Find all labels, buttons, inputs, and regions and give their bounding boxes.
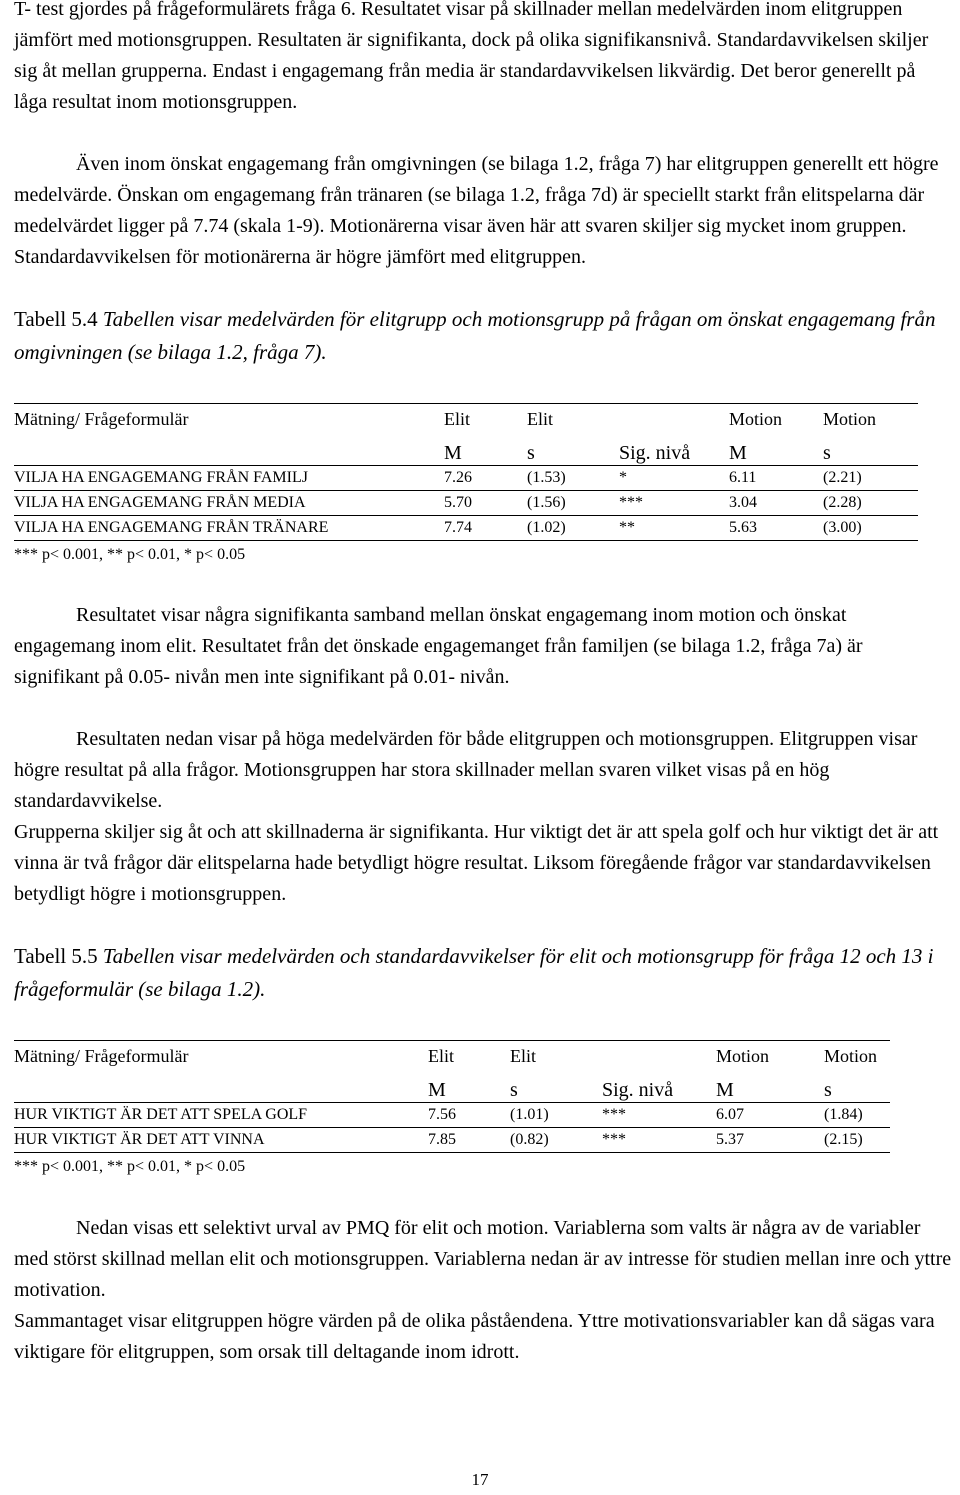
- header-cell: Elit: [428, 1041, 510, 1071]
- paragraph-hoga-medelvarden: [14, 724, 954, 910]
- header-cell: [602, 1041, 716, 1071]
- cell-motion-m: 6.07: [716, 1103, 824, 1128]
- table-header-row: [14, 404, 918, 434]
- table1-caption-text: Tabellen visar medelvärden för elitgrupp och motionsgrupp på frågan om önskat engagemang från omgivningen (se bilaga 1.2, fråga 7).: [14, 307, 936, 364]
- subheader-cell: s: [824, 1079, 832, 1101]
- cell-motion-s: (2.21): [823, 466, 918, 491]
- header-cell: Motion: [824, 1041, 890, 1071]
- cell-elit-m: 7.74: [444, 516, 527, 541]
- subheader-cell: s: [510, 1079, 518, 1101]
- paragraph-samband: Resultatet visar några signifikanta samband mellan önskat engagemang inom motion och önskat engagemang inom elit. Resultatet från det önskade engagemanget från familjen (se bilaga 1.2, fråga 7a) är signifikant på 0.05- nivån men inte signifikant på 0.01- nivån.: [14, 604, 863, 688]
- cell-elit-m: 7.26: [444, 466, 527, 491]
- paragraph-text: Sammantaget visar elitgruppen högre värden på de olika påståendena. Yttre motivationsvariabler kan då sägas vara viktigare för elitgruppen, som orsak till deltagande inom idrott.: [14, 1310, 935, 1363]
- header-cell: Motion: [823, 404, 918, 434]
- table-row: [14, 491, 918, 516]
- cell-motion-s: (2.28): [823, 491, 918, 516]
- subheader-cell: s: [527, 442, 535, 464]
- cell-motion-s: (1.84): [824, 1103, 890, 1128]
- cell-sig: ***: [619, 491, 729, 516]
- cell-elit-s: (1.56): [527, 491, 619, 516]
- cell-motion-m: 3.04: [729, 491, 823, 516]
- table1-caption: [14, 303, 944, 369]
- cell-elit-m: 7.56: [428, 1103, 510, 1128]
- table-header-row: [14, 1041, 890, 1071]
- subheader-cell: Sig. nivå: [619, 442, 691, 464]
- cell-motion-m: 5.37: [716, 1128, 824, 1153]
- paragraph-text: Grupperna skiljer sig åt och att skillnaderna är signifikanta. Hur viktigt det är att spela golf och hur viktigt det är att vinna är två frågor där elitspelarna hade betydligt högre resultat. Liksom föregående frågor var standardavvikelsen betydligt högre i motionsgruppen.: [14, 821, 939, 905]
- table2-label: Tabell 5.5: [14, 944, 98, 968]
- subheader-cell: [14, 433, 444, 466]
- cell-question: VILJA HA ENGAGEMANG FRÅN MEDIA: [14, 491, 444, 516]
- cell-elit-s: (1.01): [510, 1103, 602, 1128]
- cell-question: VILJA HA ENGAGEMANG FRÅN TRÄNARE: [14, 516, 444, 541]
- subheader-cell: Sig. nivå: [602, 1079, 674, 1101]
- table-subheader-row: [14, 1070, 890, 1103]
- cell-motion-s: (3.00): [823, 516, 918, 541]
- cell-elit-s: (1.53): [527, 466, 619, 491]
- table-5-5: [14, 1040, 890, 1153]
- header-cell: Mätning/ Frågeformulär: [14, 404, 444, 434]
- header-cell: Elit: [444, 404, 527, 434]
- header-cell: Elit: [510, 1041, 602, 1071]
- cell-motion-m: 6.11: [729, 466, 823, 491]
- subheader-cell: M: [716, 1079, 734, 1101]
- cell-elit-s: (0.82): [510, 1128, 602, 1153]
- table1-label: Tabell 5.4: [14, 307, 98, 331]
- cell-motion-m: 5.63: [729, 516, 823, 541]
- cell-sig: ***: [602, 1128, 716, 1153]
- table-5-4: [14, 403, 918, 541]
- paragraph-text: Nedan visas ett selektivt urval av PMQ för elit och motion. Variablerna som valts är några av de variabler med störst skillnad mellan elit och motionsgruppen. Variablerna nedan är av intresse för studien mellan inre och yttre motivation.: [14, 1217, 952, 1301]
- table-row: [14, 1103, 890, 1128]
- header-cell: [619, 404, 729, 434]
- header-cell: Motion: [716, 1041, 824, 1071]
- cell-elit-m: 7.85: [428, 1128, 510, 1153]
- cell-sig: **: [619, 516, 729, 541]
- table1-significance-note: *** p< 0.001, ** p< 0.01, * p< 0.05: [14, 546, 246, 563]
- table2-caption: [14, 940, 944, 1006]
- document-page: [14, 0, 954, 1368]
- cell-sig: ***: [602, 1103, 716, 1128]
- subheader-cell: M: [428, 1079, 446, 1101]
- paragraph-pmq: [14, 1213, 954, 1368]
- table-row: [14, 1128, 890, 1153]
- table-row: [14, 466, 918, 491]
- table-subheader-row: [14, 433, 918, 466]
- paragraph-ttest: T- test gjordes på frågeformulärets fråga 6. Resultatet visar på skillnader mellan medelvärden inom elitgruppen jämfört med motionsgruppen. Resultaten är signifikanta, dock på olika signifikansnivå. Standardavvikelsen skiljer sig åt mellan grupperna. Endast i engagemang från media är standardavvikelsen likvärdig. Det beror generellt på låga resultat inom motionsgruppen.: [14, 0, 929, 113]
- paragraph-onskat-engagemang: Även inom önskat engagemang från omgivningen (se bilaga 1.2, fråga 7) har elitgruppen generellt ett högre medelvärde. Önskan om engagemang från tränaren (se bilaga 1.2, fråga 7d) är speciellt starkt från elitspelarna där medelvärdet ligger på 7.74 (skala 1-9). Motionärerna visar även här att svaren skiljer sig mycket inom gruppen. Standardavvikelsen för motionärerna är högre jämfört med elitgruppen.: [14, 153, 939, 268]
- header-cell: Elit: [527, 404, 619, 434]
- page-number: 17: [471, 1470, 489, 1489]
- subheader-cell: M: [444, 442, 462, 464]
- cell-sig: *: [619, 466, 729, 491]
- table2-significance-note: *** p< 0.001, ** p< 0.01, * p< 0.05: [14, 1158, 246, 1175]
- table-row: [14, 516, 918, 541]
- cell-elit-s: (1.02): [527, 516, 619, 541]
- cell-elit-m: 5.70: [444, 491, 527, 516]
- subheader-cell: M: [729, 442, 747, 464]
- paragraph-text: Resultaten nedan visar på höga medelvärden för både elitgruppen och motionsgruppen. Elitgruppen visar högre resultat på alla frågor. Motionsgruppen har stora skillnader mellan svaren vilket visas på en hög standardavvikelse.: [14, 728, 918, 812]
- header-cell: Motion: [729, 404, 823, 434]
- header-cell: Mätning/ Frågeformulär: [14, 1041, 428, 1071]
- subheader-cell: s: [823, 442, 831, 464]
- cell-question: HUR VIKTIGT ÄR DET ATT SPELA GOLF: [14, 1103, 428, 1128]
- table2-caption-text: Tabellen visar medelvärden och standardavvikelser för elit och motionsgrupp för fråga 12 och 13 i frågeformulär (se bilaga 1.2).: [14, 944, 934, 1001]
- subheader-cell: [14, 1070, 428, 1103]
- cell-question: HUR VIKTIGT ÄR DET ATT VINNA: [14, 1128, 428, 1153]
- cell-question: VILJA HA ENGAGEMANG FRÅN FAMILJ: [14, 466, 444, 491]
- cell-motion-s: (2.15): [824, 1128, 890, 1153]
